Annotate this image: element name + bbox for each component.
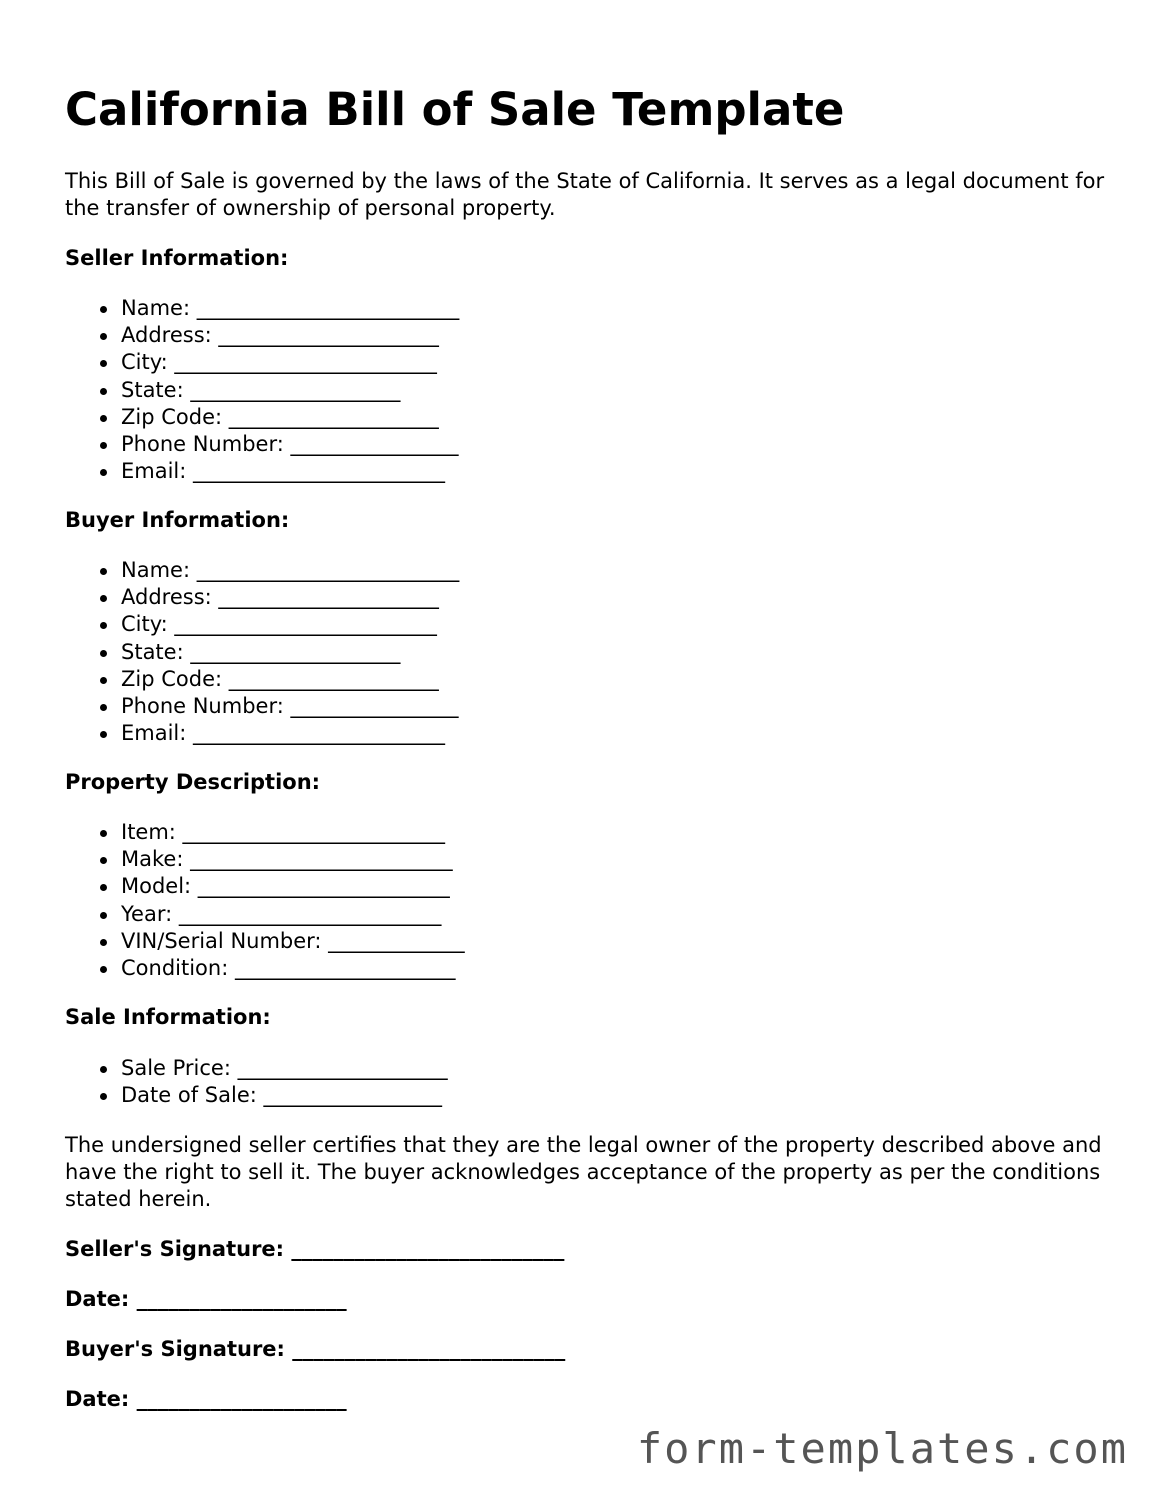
property-year-field: Year: _________________________ [65,901,465,928]
seller-date-line: Date: ____________________ [65,1287,347,1311]
seller-address-field: Address: _____________________ [65,322,459,349]
property-model-field: Model: ________________________ [65,873,465,900]
seller-state-field: State: ____________________ [65,377,459,404]
buyer-state-field: State: ____________________ [65,639,459,666]
page-title: California Bill of Sale Template [65,83,845,136]
buyer-name-field: Name: _________________________ [65,557,459,584]
seller-info-heading: Seller Information: [65,246,289,270]
buyer-email-field: Email: ________________________ [65,720,459,747]
seller-phone-field: Phone Number: ________________ [65,431,459,458]
buyer-zip-field: Zip Code: ____________________ [65,666,459,693]
property-item-field: Item: _________________________ [65,819,465,846]
buyer-info-heading: Buyer Information: [65,508,290,532]
buyer-field-list [65,557,459,747]
certification-paragraph: The undersigned seller certifies that they are the legal owner of the property described above and have the right to sell it. The buyer acknowledges acceptance of the property as per the conditions stated herein. [65,1133,1102,1211]
seller-email-field: Email: ________________________ [65,458,459,485]
property-field-list [65,819,465,982]
intro-paragraph: This Bill of Sale is governed by the laws of the State of California. It serves as a legal document for the transfer of ownership of personal property. [65,169,1105,220]
sale-info-heading: Sale Information: [65,1005,271,1029]
buyer-city-field: City: _________________________ [65,611,459,638]
sale-price-field: Sale Price: ____________________ [65,1055,448,1082]
seller-zip-field: Zip Code: ____________________ [65,404,459,431]
property-description-heading: Property Description: [65,770,321,794]
sale-field-list [65,1055,448,1109]
buyer-signature-line: Buyer's Signature: __________________________ [65,1337,566,1361]
seller-field-list [65,295,459,485]
property-vin-field: VIN/Serial Number: _____________ [65,928,465,955]
sale-date-field: Date of Sale: _________________ [65,1082,448,1109]
seller-name-field: Name: _________________________ [65,295,459,322]
seller-city-field: City: _________________________ [65,349,459,376]
property-condition-field: Condition: _____________________ [65,955,465,982]
buyer-date-line: Date: ____________________ [65,1387,347,1411]
buyer-address-field: Address: _____________________ [65,584,459,611]
seller-signature-line: Seller's Signature: __________________________ [65,1237,565,1261]
watermark: form-templates.com [636,1424,1128,1473]
property-make-field: Make: _________________________ [65,846,465,873]
buyer-phone-field: Phone Number: ________________ [65,693,459,720]
